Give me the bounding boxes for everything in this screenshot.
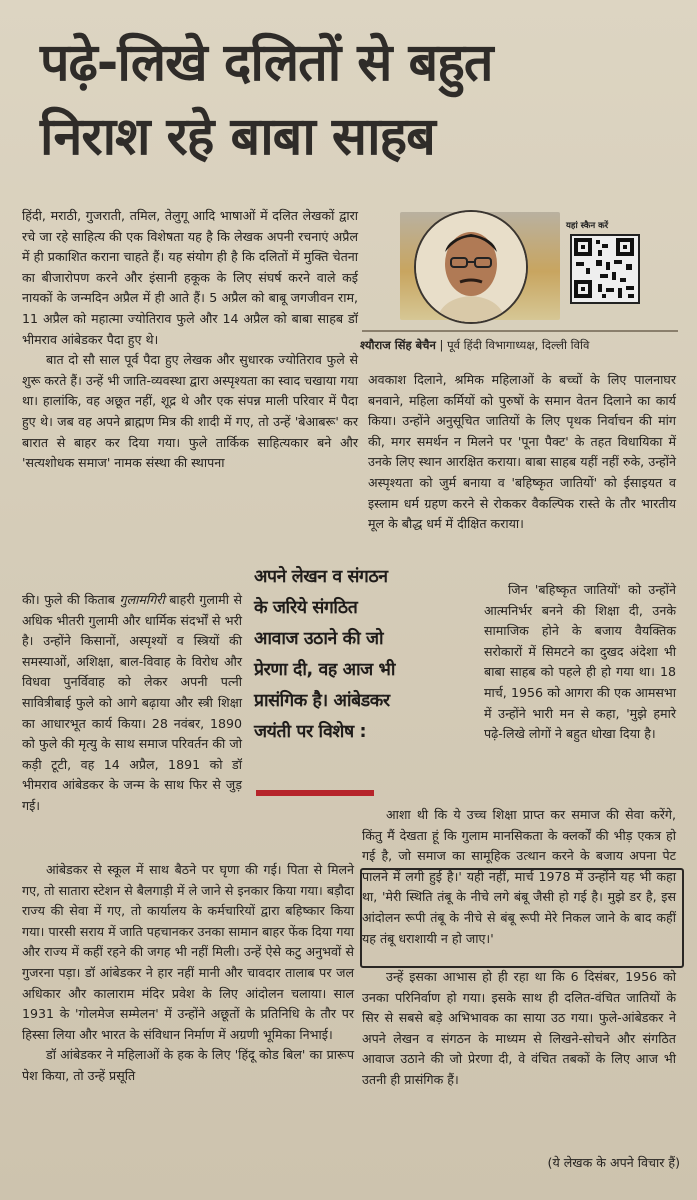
author-name: श्यौराज सिंह बेचैन — [360, 338, 436, 352]
qr-code-icon[interactable] — [570, 234, 640, 304]
headline — [40, 26, 680, 174]
book-title: गुलामगिरी — [119, 592, 165, 607]
paragraph-hindu-code-continued: अवकाश दिलाने, श्रमिक महिलाओं के बच्चों के लिए पालनाघर बनवाने, महिला कर्मियों को पुरुषों के समान वेतन दिलाने का कार्य किया। उन्होंने अनुसूचित जातियों के लिए पृथक निर्वाचन की मांग की, मगर समर्थन न मिलने पर 'पूना पैक्ट' के तहत विधायिका में उनके लिए स्थान आरक्षित कराया। बाबा साहब यहीं नहीं रुके, उन्होंने अस्पृश्यता को जुर्म बनाया व 'बहिष्कृत जातियों' को ईसाइयत व इस्लाम धर्म ग्रहण करने से रोककर वैकल्पिक रास्ते के तौर भारतीय मूल के बौद्ध धर्म में दीक्षित कराया। — [368, 372, 676, 532]
pull-quote-accent-rule — [256, 790, 374, 796]
paragraph-conclusion: उन्हें इसका आभास हो ही रहा था कि 6 दिसंबर, 1956 को उनका परिनिर्वाण हो गया। इसके साथ ही दलित-वंचित जातियों के सिर से सबसे बड़े अभिभावक का साया उठ गया। फुले-आंबेडकर ने अपने लेखन व संगठन के माध्यम से लिखने-सोचने और संगठित आवाज उठाने की जो प्रेरणा दी, वे वंचित तबकों के लिए आज भी उतनी ही प्रासंगिक हैं। — [362, 969, 676, 1087]
paragraph-quote: आशा थी कि ये उच्च शिक्षा प्राप्त कर समाज की सेवा करेंगे, किंतु मैं देखता हूं कि गुलाम मानसिकता के क्लर्कों की भीड़ एकत्र हो गई है, जो समाज का सामूहिक उत्थान करने के बजाय अपना पेट पालने में लगी हुई है।' यही नहीं, मार्च 1978 में उन्होंने यह भी कहा था, 'मेरी स्थिति तंबू के नीचे लगे बंबू जैसी हो गई है। मुझे डर है, इस आंदोलन रूपी तंबू के नीचे से बंबू रूपी मेरे निकल जाने के बाद कहीं यह तंबू धराशायी न हो जाए।' — [362, 807, 676, 946]
paragraph-ambedkar-discrimination: आंबेडकर से स्कूल में साथ बैठने पर घृणा की गई। पिता से मिलने गए, तो सातारा स्टेशन से बैलगाड़ी में ले जाने से इनकार किया गया। बड़ौदा राज्य की सेवा में गए, तो कार्यालय के कर्मचारियों द्वारा बहिष्कार किया गया। पारसी सराय में जाति पहचानकर उनका सामान बाहर फेंक दिया गया और राज्य में कहीं रहने की जगह भी नहीं मिली। उन्हें ऐसे कटु अनुभवों से गुजरना पड़ा। डॉ आंबेडकर ने हार नहीं मानी और चावदार तालाब पर जल अधिकार और कालाराम मंदिर प्रवेश के लिए आंदोलन चलाया। साल 1931 के 'गोलमेज सम्मेलन' में उन्होंने अछूतों के प्रतिनिधि के तौर पर हिस्सा लिया और भारत के संविधान निर्माण में अग्रणी भूमिका निभाई। — [22, 862, 354, 1042]
article-column-right-bottom — [362, 967, 676, 1091]
disclaimer-note: (ये लेखक के अपने विचार हैं) — [547, 1155, 680, 1170]
paragraph-intro: हिंदी, मराठी, गुजराती, तमिल, तेलुगू आदि भाषाओं में दलित लेखकों द्वारा रचे जा रहे साहित्य की एक विशेषता यह है कि लेखक अपनी रचनाएं अप्रैल में ही प्रकाशित कराना चाहते हैं। यह संयोग ही है कि दलितों में मुक्ति चेतना का बीजारोपण करने और इंसानी हकूक के लिए संघर्ष करने वाले कई नायकों के जन्मदिन अप्रैल में ही आते हैं। 5 अप्रैल को बाबू जगजीवन राम, 11 अप्रैल को महात्मा ज्योतिराव फुले और 14 अप्रैल को बाबा साहब डॉ भीमराव आंबेडकर पैदा हुए थे। — [22, 208, 358, 347]
qr-label: यहां स्कैन करें — [566, 221, 609, 231]
paragraph-phule: बात दो सौ साल पूर्व पैदा हुए लेखक और सुधारक ज्योतिराव फुले से शुरू करते हैं। उन्हें भी जाति-व्यवस्था द्वारा अस्पृश्यता का स्वाद चखाया गया था। हालांकि, वह अछूत नहीं, शूद्र थे और एक संपन्न माली परिवार में पैदा हुए थे। जब वह अपने ब्राह्मण मित्र की शादी में गए, तो उन्हें 'बेआबरू' कर बारात से बाहर कर दिया गया। फुले तार्किक साहित्यकार बने और 'सत्यशोधक समाज' नामक संस्था की स्थापना — [22, 352, 358, 471]
article-column-right-middle — [484, 580, 676, 745]
qr-code-block[interactable] — [566, 220, 646, 320]
pull-quote-line: आवाज उठाने की जो — [254, 629, 384, 649]
article-column-right-top — [368, 370, 676, 535]
headline-line-2: निराश रहे बाबा साहब — [40, 107, 435, 167]
text-fragment: बाहरी गुलामी से अधिक भीतरी गुलामी और धार्मिक संदर्भों से भरी है। उन्होंने किसानों, अस्पृश्यों व स्त्रियों की समस्याओं, अशिक्षा, बाल-विवाह के विरोध और विधवा पुनर्विवाह को लेकर अपनी पत्नी सावित्रीबाई फुले को आगे बढ़ाया और स्त्री शिक्षा का आधारभूत कार्य किया। 28 नवंबर, 1890 को फुले की मृत्यु के साथ समाज परिवर्तन की जो कड़ी टूटी, वह 14 अप्रैल, 1891 को डॉ भीमराव आंबेडकर के जन्म के साथ फिर से जुड़ गई। — [22, 592, 242, 813]
author-portrait-icon — [416, 212, 526, 322]
author-designation: पूर्व हिंदी विभागाध्यक्ष, दिल्ली विवि — [447, 338, 590, 352]
article-column-left-top — [22, 206, 358, 474]
author-box — [380, 206, 680, 332]
divider — [362, 330, 678, 332]
paragraph-hindu-code-bill: डॉ आंबेडकर ने महिलाओं के हक के लिए 'हिंदू कोड बिल' का प्रारूप पेश किया, तो उन्हें प्रसूति — [22, 1047, 354, 1083]
paragraph-gulamgiri — [22, 590, 242, 817]
pull-quote-line: प्रेरणा दी, वह आज भी — [254, 660, 396, 680]
highlighted-quote-box — [360, 868, 684, 968]
author-byline — [360, 336, 680, 354]
pull-quote-line: अपने लेखन व संगठन — [254, 567, 388, 587]
pull-quote-line: जयंती पर विशेष : — [254, 722, 367, 742]
headline-line-1: पढ़े-लिखे दलितों से बहुत — [40, 33, 493, 93]
pull-quote-line: के जरिये संगठित — [254, 598, 358, 618]
author-photo — [414, 210, 528, 324]
text-fragment: की। फुले की किताब — [22, 592, 120, 607]
pull-quote-line: प्रासंगिक है। आंबेडकर — [254, 691, 390, 711]
paragraph-agra-speech: जिन 'बहिष्कृत जातियों' को उन्होंने आत्मनिर्भर बनने की शिक्षा दी, उनके सामाजिक होने के बजाय वैयक्तिक सरोकारों में सिमटने का दुखद अंदेशा भी बाबा साहब को पहले ही हो गया था। 18 मार्च, 1956 को आगरा की एक आमसभा में उन्होंने भारी मन से कहा, 'मुझे हमारे पढ़े-लिखे लोगों ने बहुत धोखा दिया है। — [484, 582, 676, 742]
article-column-left-middle — [22, 590, 242, 817]
byline-separator: | — [439, 338, 444, 352]
pull-quote — [254, 562, 476, 748]
article-column-left-bottom — [22, 860, 354, 1087]
